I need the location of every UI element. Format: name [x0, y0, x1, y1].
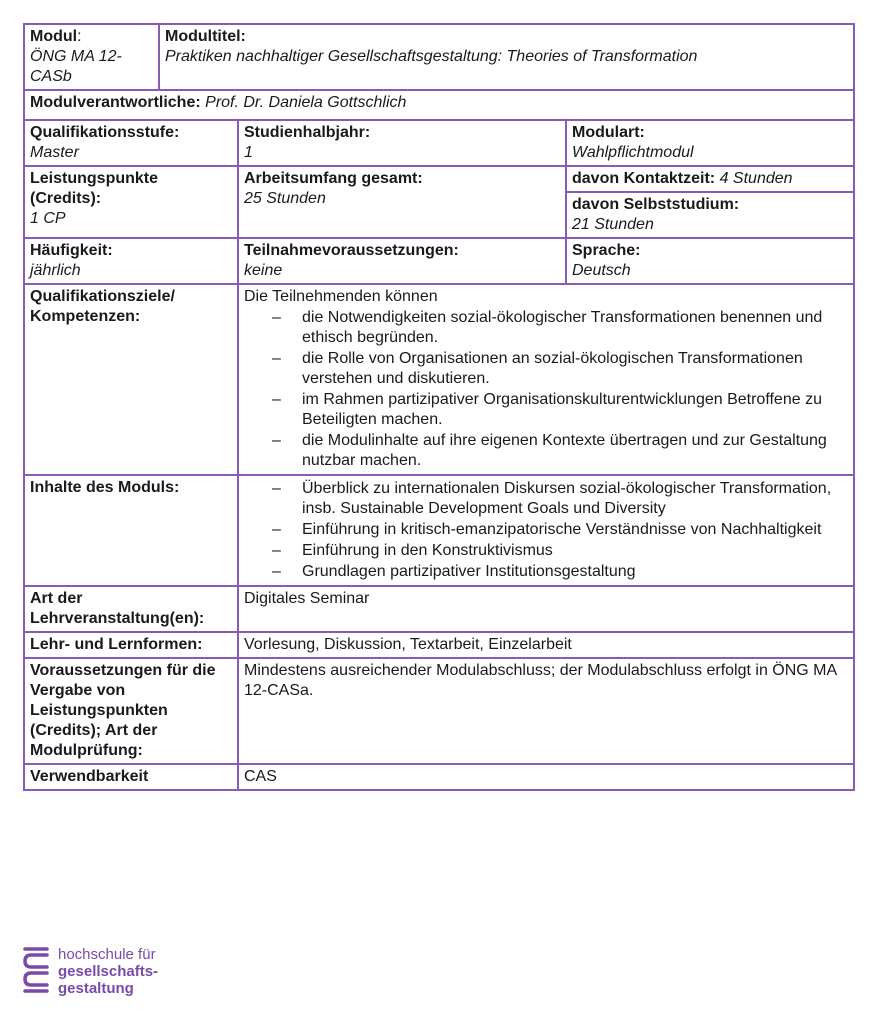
logo-text — [58, 946, 158, 997]
inhalte-list — [244, 479, 848, 582]
row-leistungspunkte-a — [24, 166, 854, 192]
row-qualifikationsstufe — [24, 120, 854, 166]
cell-ziele-label — [24, 284, 238, 475]
list-item: – die Notwendigkeiten sozial-ökologischer Transformationen benennen und ethisch begründen. — [272, 308, 848, 348]
logo-line-2: gesellschafts- — [58, 963, 159, 980]
selbststudium-label: davon Selbststudium: — [572, 196, 740, 213]
row-inhalte — [24, 475, 854, 586]
hochschule-logo — [22, 946, 158, 997]
cell-haeufigkeit — [24, 238, 238, 284]
sprache-value: Deutsch — [572, 262, 631, 279]
cell-verantwortliche — [24, 90, 854, 120]
cell-modultitel — [159, 24, 854, 90]
row-haeufigkeit — [24, 238, 854, 284]
art-label: Art der Lehrveranstaltung(en): — [30, 590, 205, 627]
haeufigkeit-value: jährlich — [30, 262, 81, 279]
verantwortliche-label: Modulverantwortliche: — [30, 94, 201, 111]
studienhalbjahr-value: 1 — [244, 144, 253, 161]
cell-selbststudium — [566, 192, 854, 238]
list-item: – Grundlagen partizipativer Institutionsgestaltung — [272, 562, 848, 582]
list-item: – die Rolle von Organisationen an sozial-ökologischen Transformationen verstehen und diskutieren. — [272, 349, 848, 389]
teilnahme-label: Teilnahmevoraussetzungen: — [244, 242, 459, 259]
row-voraussetzungen — [24, 658, 854, 764]
cell-modul: Modul: ÖNG MA 12-CASb — [24, 24, 159, 90]
lehrformen-label: Lehr- und Lernformen: — [30, 636, 203, 653]
row-lehrformen — [24, 632, 854, 658]
cell-voraussetzungen-label — [24, 658, 238, 764]
cell-kontaktzeit — [566, 166, 854, 192]
art-value: Digitales Seminar — [244, 590, 370, 607]
haeufigkeit-label: Häufigkeit: — [30, 242, 113, 259]
leistungspunkte-value: 1 CP — [30, 210, 66, 227]
cell-lehrformen — [238, 632, 854, 658]
list-item: – Einführung in kritisch-emanzipatorische Verständnisse von Nachhaltigkeit — [272, 520, 848, 540]
cell-sprache — [566, 238, 854, 284]
cell-art-label — [24, 586, 238, 632]
verwendbarkeit-value: CAS — [244, 768, 277, 785]
cell-inhalte-label — [24, 475, 238, 586]
list-item: – Einführung in den Konstruktivismus — [272, 541, 848, 561]
qualifikationsstufe-label: Qualifikationsstufe: — [30, 124, 180, 141]
cell-verwendbarkeit — [238, 764, 854, 790]
cell-ziele — [238, 284, 854, 475]
studienhalbjahr-label: Studienhalbjahr: — [244, 124, 371, 141]
lehrformen-value: Vorlesung, Diskussion, Textarbeit, Einzelarbeit — [244, 636, 572, 653]
qualifikationsstufe-value: Master — [30, 144, 79, 161]
kontaktzeit-label: davon Kontaktzeit: — [572, 170, 716, 187]
cell-voraussetzungen — [238, 658, 854, 764]
row-ziele — [24, 284, 854, 475]
cell-modulart — [566, 120, 854, 166]
module-table — [23, 23, 855, 791]
cell-leistungspunkte — [24, 166, 238, 238]
list-item: – die Modulinhalte auf ihre eigenen Kontexte übertragen und zur Gestaltung nutzbar machen. — [272, 431, 848, 471]
verantwortliche-value: Prof. Dr. Daniela Gottschlich — [205, 94, 407, 111]
cell-verwendbarkeit-label — [24, 764, 238, 790]
modulart-value: Wahlpflichtmodul — [572, 144, 694, 161]
logo-mark-icon — [22, 946, 50, 996]
modultitel-label: Modultitel: — [165, 28, 246, 45]
cell-teilnahme — [238, 238, 566, 284]
teilnahme-value: keine — [244, 262, 283, 279]
verwendbarkeit-label: Verwendbarkeit — [30, 768, 149, 785]
ziele-label: Qualifikationsziele/ Kompetenzen: — [30, 288, 175, 325]
cell-studienhalbjahr — [238, 120, 566, 166]
cell-art — [238, 586, 854, 632]
cell-inhalte — [238, 475, 854, 586]
row-verantwortliche — [24, 90, 854, 120]
voraussetzungen-value: Mindestens ausreichender Modulabschluss; der Modulabschluss erfolgt in ÖNG MA 12-CASa. — [244, 662, 837, 699]
sprache-label: Sprache: — [572, 242, 641, 259]
inhalte-label: Inhalte des Moduls: — [30, 479, 180, 496]
list-item: – Überblick zu internationalen Diskursen sozial-ökologischer Transformation, insb. Sustainable Development Goals und Diversity — [272, 479, 848, 519]
kontaktzeit-value: 4 Stunden — [719, 170, 793, 187]
ziele-list — [244, 308, 848, 471]
row-art — [24, 586, 854, 632]
modulart-label: Modulart: — [572, 124, 645, 141]
cell-lehrformen-label — [24, 632, 238, 658]
modul-label: Modul — [30, 28, 78, 45]
selbststudium-value: 21 Stunden — [572, 216, 654, 233]
modul-value: ÖNG MA 12-CASb — [30, 48, 122, 85]
leistungspunkte-label: Leistungspunkte (Credits): — [30, 170, 159, 207]
ziele-intro: Die Teilnehmenden können — [244, 288, 438, 305]
modultitel-value: Praktiken nachhaltiger Gesellschaftsgestaltung: Theories of Transformation — [165, 48, 698, 65]
row-modul — [24, 24, 854, 90]
logo-line-3: gestaltung — [58, 980, 134, 997]
logo-line-1: hochschule für — [58, 946, 156, 963]
arbeitsumfang-label: Arbeitsumfang gesamt: — [244, 170, 423, 187]
cell-arbeitsumfang — [238, 166, 566, 238]
list-item: – im Rahmen partizipativer Organisationskulturentwicklungen Betroffene zu Beteiligten machen. — [272, 390, 848, 430]
cell-qualifikationsstufe — [24, 120, 238, 166]
voraussetzungen-label: Voraussetzungen für die Vergabe von Leistungspunkten (Credits); Art der Modulprüfung: — [30, 662, 216, 759]
row-verwendbarkeit — [24, 764, 854, 790]
arbeitsumfang-value: 25 Stunden — [244, 190, 326, 207]
